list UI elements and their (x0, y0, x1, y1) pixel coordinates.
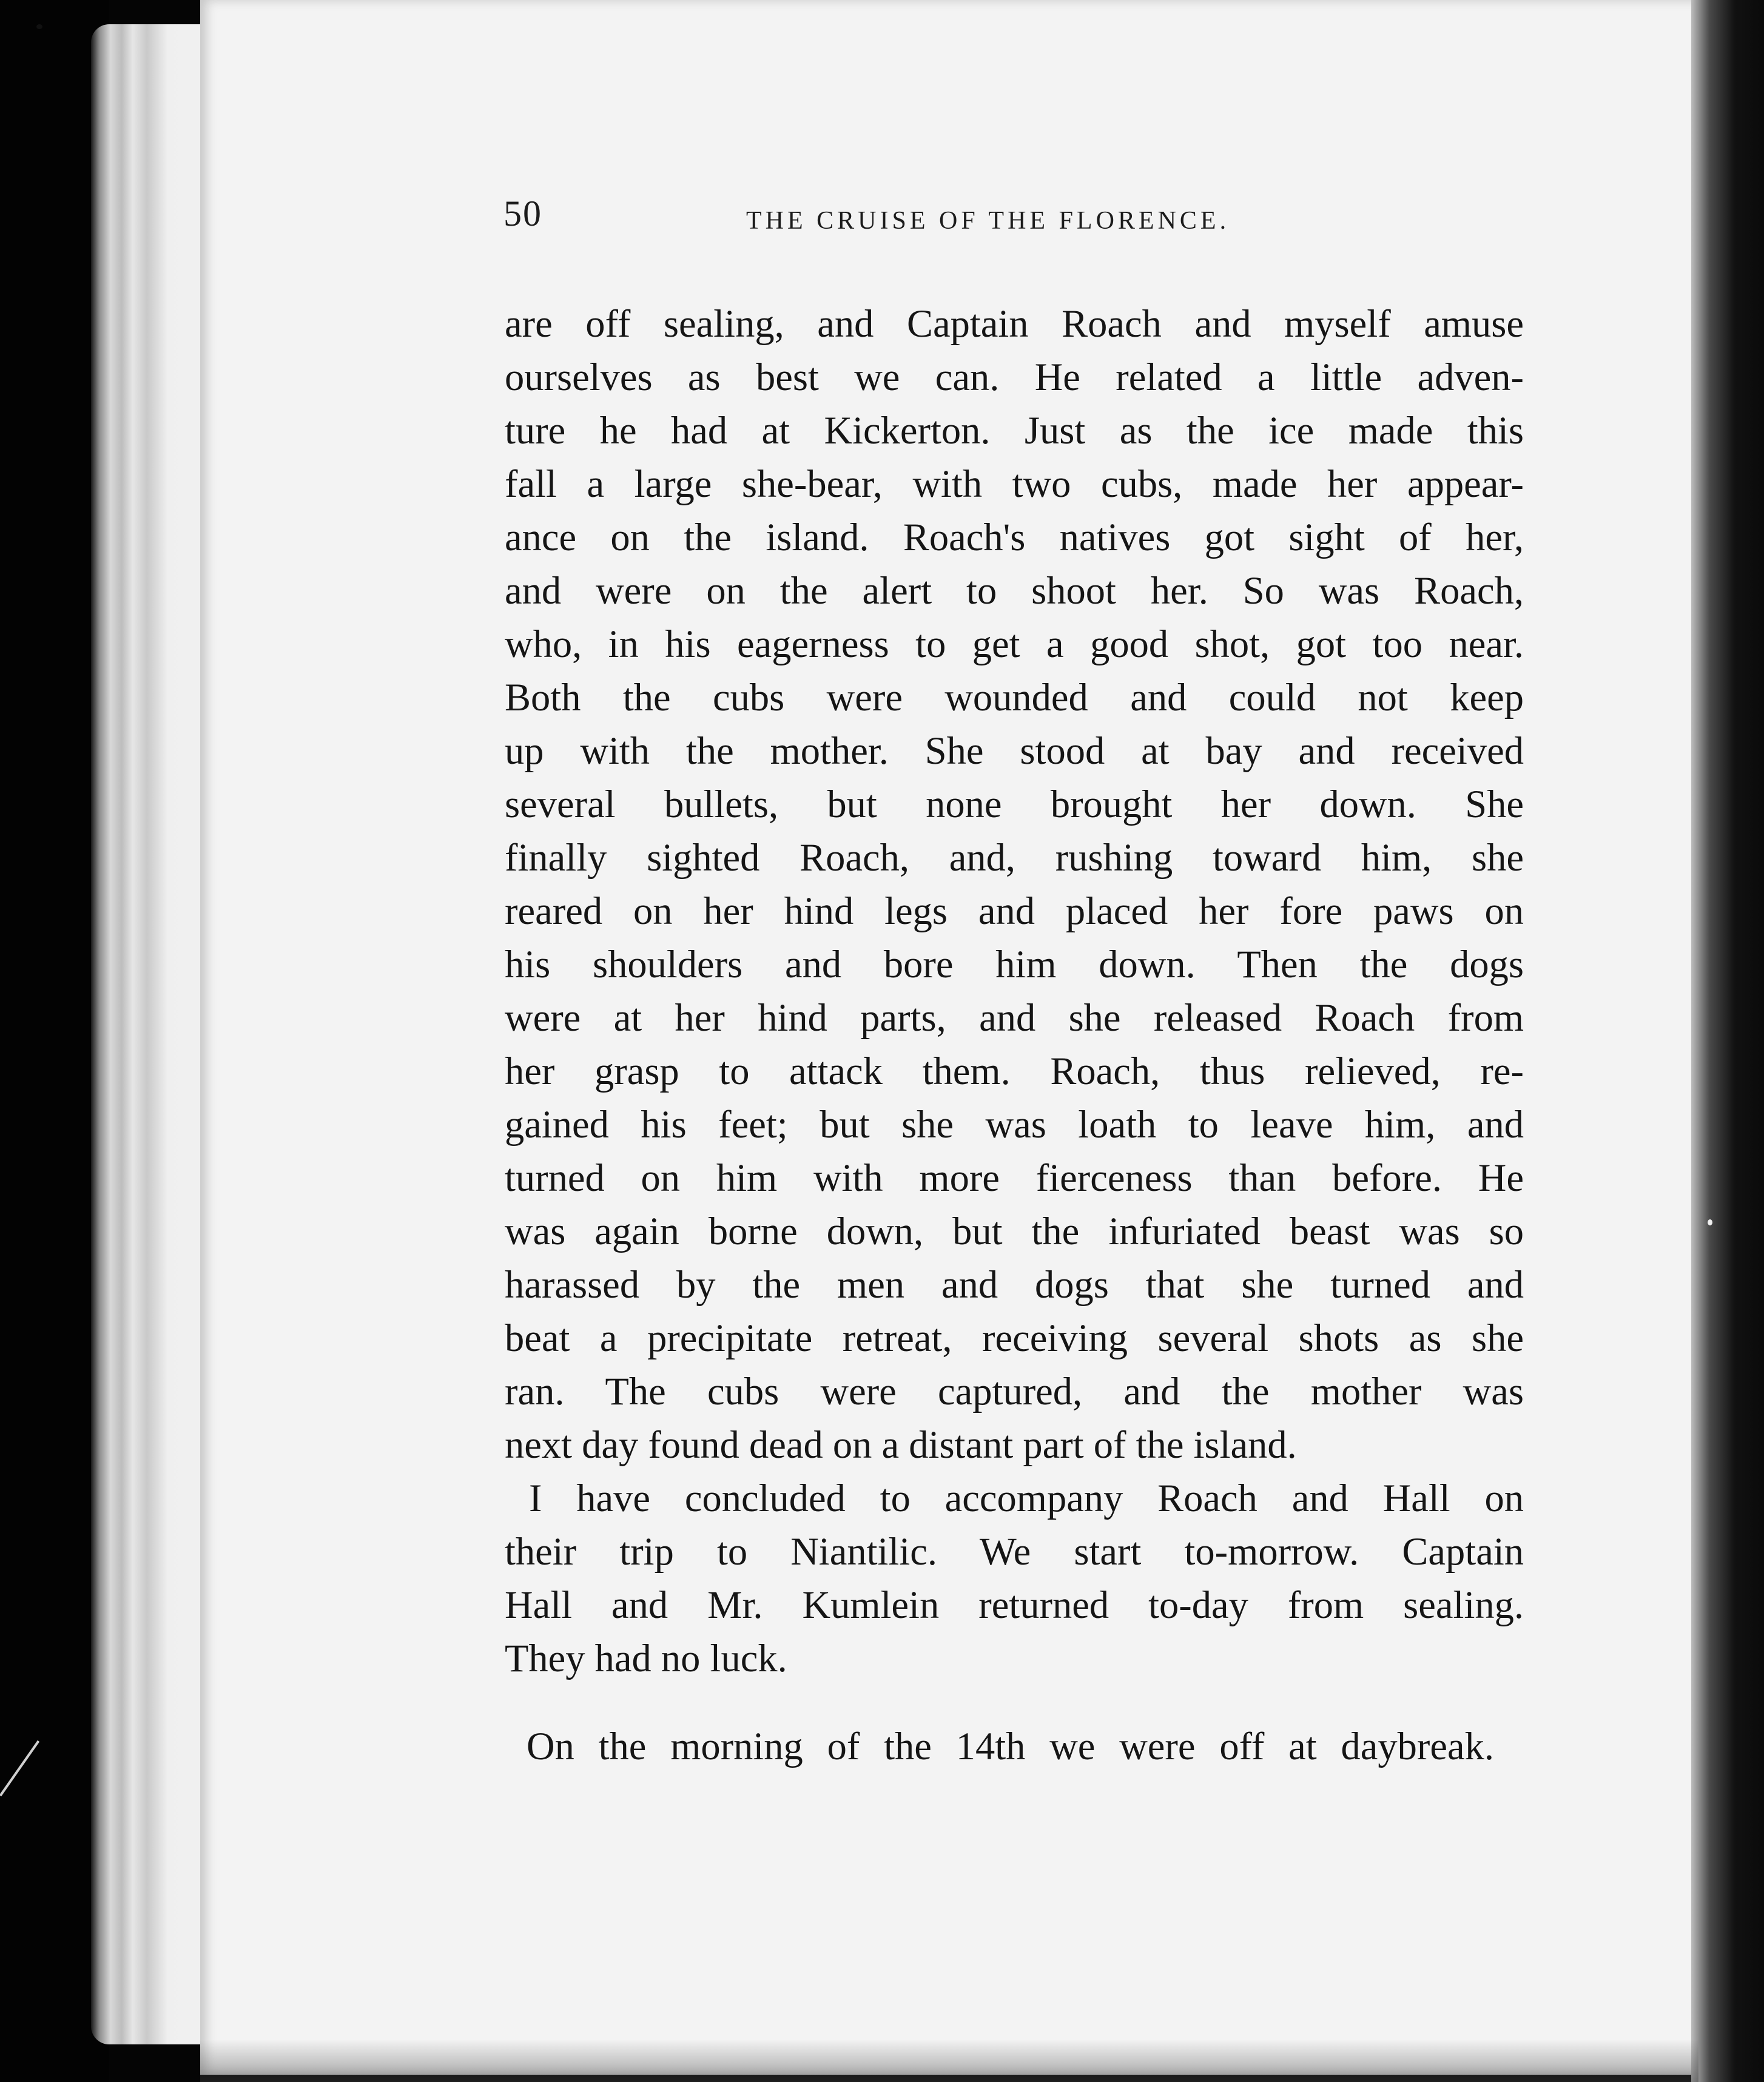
text-line: are off sealing, and Captain Roach and myself amuse (505, 302, 1524, 345)
text-line: They had no luck. (505, 1637, 787, 1680)
text-line: reared on her hind legs and placed her fore paws on (505, 889, 1524, 932)
body-text (505, 297, 1524, 1685)
text-line: Both the cubs were wounded and could not keep (505, 676, 1524, 719)
text-line: finally sighted Roach, and, rushing toward him, she (505, 836, 1524, 879)
text-line: who, in his eagerness to get a good shot, got too near. (505, 622, 1524, 665)
right-binding-shadow (1691, 0, 1764, 2082)
text-line: their trip to Niantilic. We start to-morrow. Captain (505, 1530, 1524, 1573)
text-line: his shoulders and bore him down. Then the dogs (505, 943, 1524, 986)
text-line: her grasp to attack them. Roach, thus relieved, re- (505, 1049, 1524, 1093)
text-line: ran. The cubs were captured, and the mother was (505, 1370, 1524, 1413)
text-line: Hall and Mr. Kumlein returned to-day from sealing. (505, 1583, 1524, 1626)
text-line: fall a large she-bear, with two cubs, made her appear- (505, 462, 1524, 505)
text-line: several bullets, but none brought her down. She (505, 783, 1524, 826)
text-line: I have concluded to accompany Roach and Hall on (529, 1477, 1524, 1520)
text-line: and were on the alert to shoot her. So was Roach, (505, 569, 1524, 612)
scan-speck (1708, 1219, 1712, 1225)
text-line: next day found dead on a distant part of the island. (505, 1423, 1297, 1466)
text-line: ance on the island. Roach's natives got sight of her, (505, 516, 1524, 559)
text-line: up with the mother. She stood at bay and received (505, 729, 1524, 772)
final-line: On the morning of the 14th we were off at daybreak. (527, 1725, 1494, 1768)
text-line: gained his feet; but she was loath to leave him, and (505, 1103, 1524, 1146)
text-line: was again borne down, but the infuriated beast was so (505, 1210, 1524, 1253)
text-line: ture he had at Kickerton. Just as the ice made this (505, 409, 1524, 452)
text-line: turned on him with more fierceness than before. He (505, 1156, 1524, 1199)
text-line: beat a precipitate retreat, receiving several shots as she (505, 1316, 1524, 1359)
scan-speck (36, 24, 42, 29)
text-line: ourselves as best we can. He related a little adven- (505, 355, 1524, 399)
text-line: were at her hind parts, and she released Roach from (505, 996, 1524, 1039)
page-number: 50 (503, 194, 542, 234)
text-line: harassed by the men and dogs that she turned and (505, 1263, 1524, 1306)
running-title: THE CRUISE OF THE FLORENCE. (746, 207, 1230, 235)
bottom-page-shadow (200, 2040, 1698, 2082)
running-head (503, 193, 1510, 241)
